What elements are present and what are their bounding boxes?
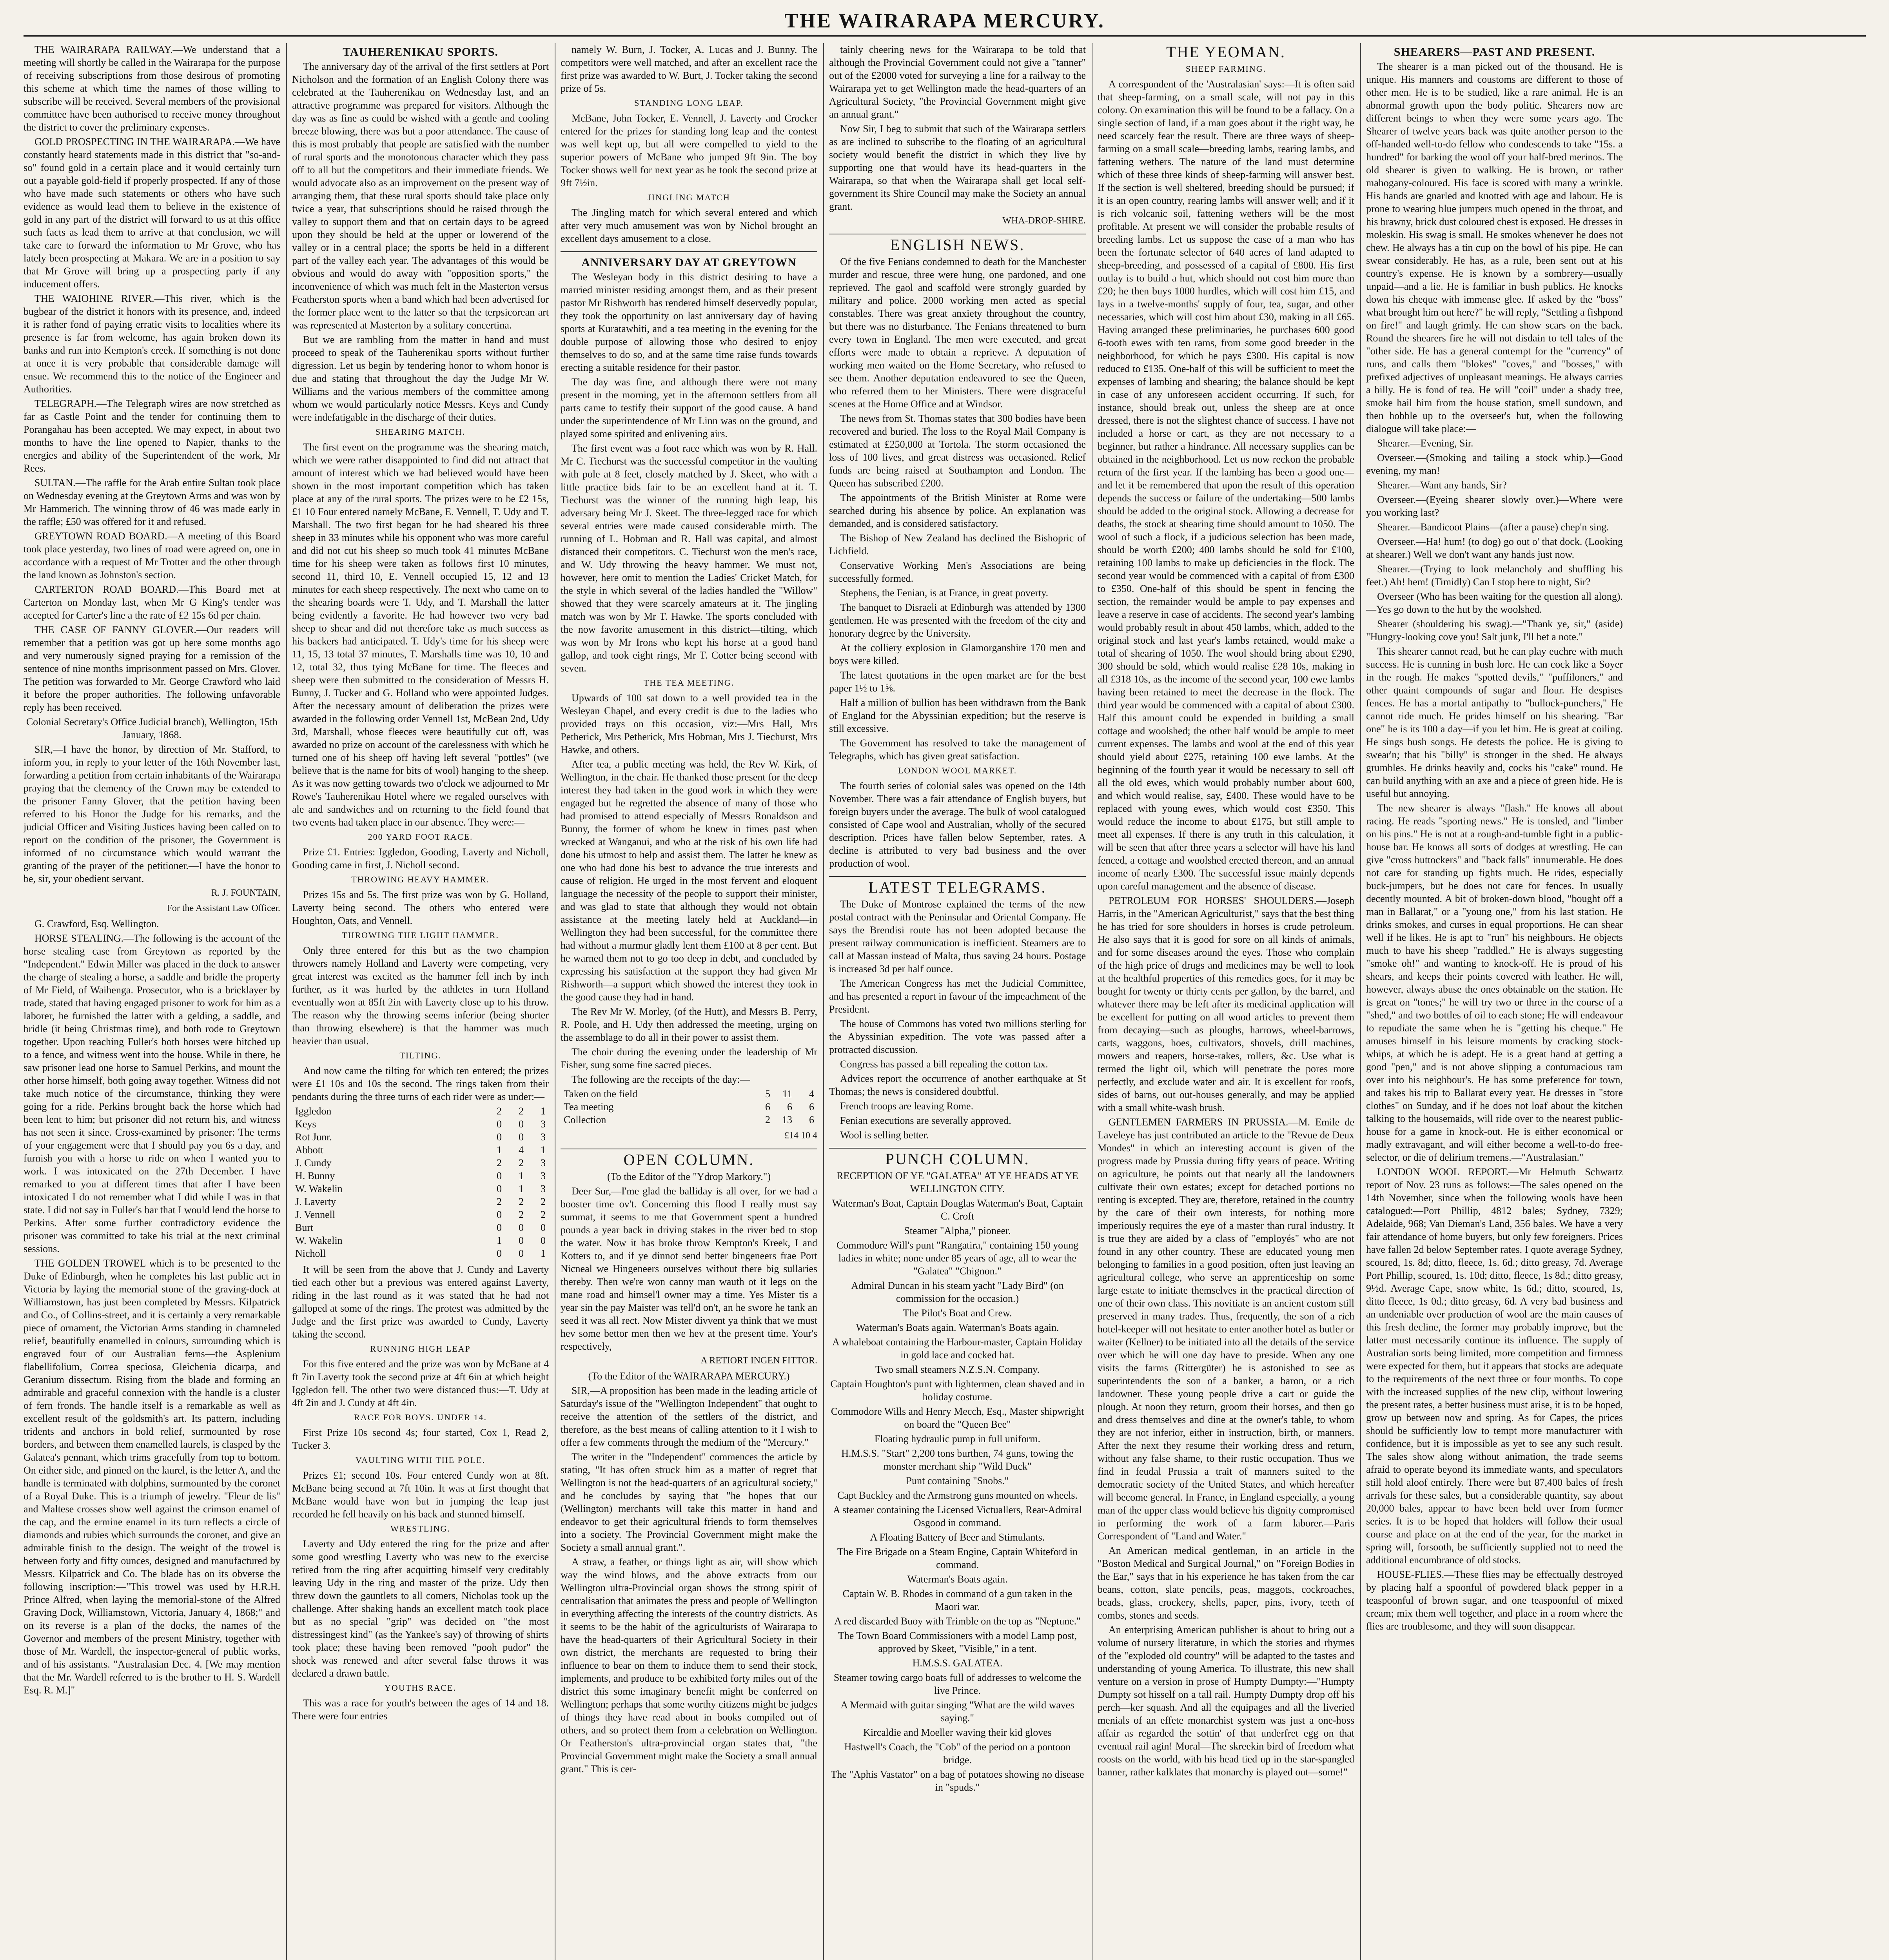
list-item: A steamer containing the Licensed Victuallers, Rear-Admiral Osgood in command. (833, 1504, 1082, 1528)
paragraph: At the colliery explosion in Glamorganshire 170 men and boys were killed. (829, 642, 1086, 666)
rings-taken: 3 (541, 1157, 546, 1169)
rider-name: Burt (295, 1222, 314, 1233)
paragraph: The first event on the programme was the shearing match, which we were rather disappointed to find did not attract that amount of interest which we had believed would have been shown in the most important competition which has taken place at any of the rural sports. The prizes were to be £2 15s, £1 10 Four entered namely McBane, E. Vennell, T. Udy and T. Marshall. The two first began for he had sheared his three sheep in 33 minutes while his opponent who was more careful and did not cut his sheep so much took 41 minutes McBane time for his sheep were taken as follows first 10 minutes, second 11, third 10, E. Vennell occupied 15, 12 and 13 minutes for each sheep respectively. The next who came on to the shearing boards were T. Udy, and T. Marshall the latter being evidently a favorite. He had however two very bad sheep to shear and did not therefore take as much success as his backers had anticipated. T. Udy's time for his sheep were 11, 15, 13 total 37 minutes, T. Marshalls time was 10, 10 and 12, total 32, thus tying McBane for time. The fleeces and sheep were then submitted to the consideration of Messrs H. Bunny, J. Tucker and G. Holland who were appointed Judges. After the necessary amount of deliberation the prizes were awarded in the following order Vennell 1st, McBean 2nd, Udy 3rd, Marshall, whose fleeces were beautifully cut off, was awarded no prize on account of the carelessness with which he turned one of his sheep off having left several "pottles" (we believe that is the name for bits of wool) hanging to the sheep. As it was now getting towards two o'clock we adjourned to Mr Rowe's Tauherenikau Hotel where we regaled ourselves with ale and sandwiches and on returning to the field found that two events had taken place in our absence. They were:— (292, 441, 549, 828)
dialogue-line: Overseer.—Ha! hum! (to dog) go out o' that dock. (Looking at shearer.) Well we don't want any hands just now. (1366, 536, 1623, 560)
paragraph: Half a million of bullion has been withdrawn from the Bank of England for the Abyssinian expedition; but the reserve is still excessive. (829, 697, 1086, 734)
list-item: Commodore Wills and Henry Mecch, Esq., Master shipwright on board the "Queen Bee" (831, 1406, 1084, 1430)
list-item: Waterman's Boat, Captain Douglas Waterman's Boat, Captain C. Croft (832, 1198, 1083, 1222)
rings-taken: 1 (541, 1105, 546, 1117)
paragraph: Stephens, the Fenian, is at France, in great poverty. (840, 587, 1049, 599)
procession-list (829, 1197, 1086, 1794)
event-heading: YOUTHS RACE. (385, 1683, 456, 1693)
section-heading: TAUHERENIKAU SPORTS. (343, 45, 498, 58)
paragraph: The banquet to Disraeli at Edinburgh was attended by 1300 gentlemen. He was presented with the freedom of the city and honorary degree by the University. (829, 602, 1086, 639)
receipt-amount: 2 (765, 1114, 770, 1125)
paragraph: The choir during the evening under the leadership of Mr Fisher, sung some fine sacred pieces. (561, 1046, 817, 1071)
rider-name: H. Bunny (295, 1170, 335, 1181)
list-item: H.M.S.S. "Start" 2,200 tons burthen, 74 guns, towing the monster merchant ship "Wild Duck" (841, 1448, 1074, 1472)
paragraph: PETROLEUM FOR HORSES' SHOULDERS.—Joseph Harris, in the "American Agriculturist," says that the best thing he has tried for sore shoulders in horses is crude petroleum. He also says that it is good for sore on all kinds of animals, and for some diseases around the eyes. Those who complain of the high price of drugs and medicines may be well to look at the healthful properties of this remedies goes, for it may be bought for twenty or thirty cents per gallon, by the barrel, and whatever there may be left after its medicinal application will be excellent for putting on all wood articles to prevent them from decaying—such as ploughs, harrows, wheel-barrows, carts, waggons, hoes, cultivators, shovels, drill machines, mowers and reapers, horse-rakes, rollers, &c. Use what is termed the light oil, which will penetrate the pores more perfectly, and exclude water and air. It is excellent for roofs, sides of barns, out out-houses generally, and may be applied with a small white-wash brush. (1098, 895, 1354, 1113)
event-heading: TILTING. (399, 1051, 441, 1060)
rings-taken: 1 (497, 1235, 502, 1246)
section-rule (829, 1148, 1086, 1149)
receipt-amount: 6 (809, 1114, 814, 1125)
subsection-heading: SHEEP FARMING. (1185, 64, 1267, 74)
paragraph: McBane, John Tocker, E. Vennell, J. Laverty and Crocker entered for the prizes for standing long leap and the contest was well kept up, but all were compelled to yield to the superior powers of McBane who jumped 9ft 9in. The boy Tocker shows well for next year as he took the second prize at 9ft 7½in. (561, 113, 817, 189)
receipt-amount: 6 (787, 1101, 792, 1112)
letter-body: SIR,—I have the honor, by direction of Mr. Stafford, to inform you, in reply to your letter of the 16th November last, forwarding a petition from certain inhabitants of the Wairarapa praying that the clemency of the Crown may be extended to the prisoner Fanny Glover, that the petition having been referred to his Honor the Judge for his remarks, and the judicial Officer and Visiting Justices having been called on to report on the condition of the prisoner, the Government is informed of no circumstance which would warrant the granting of the prayer of the petitioner.—I have the honor to be, sir, your obedient servant. (24, 744, 280, 884)
table-row (292, 1118, 549, 1131)
receipt-label: Tea meeting (564, 1101, 614, 1112)
paragraph: Now Sir, I beg to submit that such of the Wairarapa settlers as are inclined to subscribe to the floating of an agricultural society would benefit the district in which they live by supporting one that would have its head-quarters in the Wairarapa, so that when the Wairarapa shall get local self-government its Shire Council may make the Society an annual grant. (829, 123, 1086, 212)
rider-name: J. Laverty (295, 1196, 336, 1207)
paragraph: A straw, a feather, or things light as air, will show which way the wind blows, and the above extracts from our Wellington ultra-Provincial organ shows the strong spirit of centralisation that animates the press and people of Wellington in everything affecting the interests of the country districts. As it seems to be the habit of the agriculturists of Wairarapa to have the head-quarters of their Agricultural Society in their own district, the merchants are requested to bring their influence to bear on them to induce them to send their stock, implements, and produce to be exhibited forty miles out of the district this some imaginary benefit might be conferred on Wellington; perhaps that some worthy citizens might be judges of things they have read about in books compiled out of others, and so protect them from a celebration on Wellington. Or Featherston's ultra-provincial organ states that, "the Provincial Government might make the Society a small annual grant." This is cer- (561, 1556, 817, 1775)
paragraph: SIR,—A proposition has been made in the leading article of Saturday's issue of the "Wellington Independent" that ought to receive the attention of the settlers of the district, and therefore, as the best means of calling attention to it I wish to offer a few comments through the medium of the "Mercury." (561, 1385, 817, 1448)
receipt-amount: 5 (765, 1088, 770, 1100)
rings-taken: 1 (541, 1144, 546, 1156)
paragraph: An American medical gentleman, in an article in the "Boston Medical and Surgical Journal," on "Foreign Bodies in the Ear," says that in his experience he has taken from the car beans, cotton, slate pencils, peas, maggots, cockroaches, beads, glass, crockery, shells, paper, pins, ivory, teeth of combs, stones and seeds. (1098, 1545, 1354, 1621)
letter-signature: WHA-DROP-SHIRE. (1002, 216, 1086, 226)
paragraph: But we are rambling from the matter in hand and must proceed to speak of the Tauherenikau sports without further digression. Let us begin by tendering honor to whom honor is due and stating that throughout the day the Judge Mr W. Williams and the various members of the committee among whom we would particularly notice Messrs. Keys and Cundy were indefatigable in the discharge of their duties. (292, 334, 549, 423)
section-heading-english-news: ENGLISH NEWS. (890, 236, 1025, 254)
list-item: Punt containing "Snobs." (906, 1475, 1009, 1486)
event-heading: THE TEA MEETING. (643, 678, 735, 688)
rings-taken: 2 (519, 1209, 524, 1220)
rings-taken: 2 (541, 1196, 546, 1207)
rings-taken: 1 (497, 1144, 502, 1156)
list-item: The Fire Brigade on a Steam Engine, Captain Whiteford in command. (837, 1546, 1078, 1570)
column-5 (1098, 43, 1354, 1960)
rings-taken: 0 (497, 1118, 502, 1130)
paragraph: This shearer cannot read, but he can play euchre with much success. He is cunning in bush lore. He can cock like a Soyer in the rough. He makes "spotted devils," "puffiloners," and other quaint compounds of sugar and flour. He despises fences. He has a mortal antipathy to "bullock-punchers," He cannot ride much. He prides himself on his shearing. "Bar one" he is its 100 a day—if you let him. He is great at coiling. He sings bush songs. He detests the police. He is giving to swear'n; that his "billy" is stronger in the shed. He always grumbles. He drinks heavily and, cocks his "cake" round. He can build anything with an axe and a piece of green hide. He is useful but annoying. (1366, 646, 1623, 799)
rider-name: W. Wakelin (295, 1183, 343, 1194)
list-item: Steamer towing cargo boats full of addresses to welcome the live Prince. (833, 1672, 1082, 1696)
paragraph: The Duke of Montrose explained the terms of the new postal contract with the Peninsular and Oriental Company. He says the Brendisi route has not been adopted because the present railway communication is inefficient. Steamers are to call at Massan instead of Malta, thus saving 24 hours. Postage is increased 3d per half ounce. (829, 898, 1086, 975)
article-sultan: SULTAN.—The raffle for the Arab entire Sultan took place on Wednesday evening at the Greytown Arms and was won by Mr Hammerich. The winning throw of 46 was made early in the raffle; £50 was offered for it and refused. (24, 477, 280, 527)
receipt-label: Taken on the field (564, 1088, 638, 1100)
rider-name: Iggledon (295, 1105, 332, 1117)
paragraph: First Prize 10s second 4s; four started, Cox 1, Read 2, Tucker 3. (292, 1427, 549, 1451)
table-row (292, 1105, 549, 1118)
paragraph: Wool is selling better. (840, 1129, 929, 1141)
rings-taken: 2 (497, 1157, 502, 1169)
rings-taken: 0 (519, 1222, 524, 1233)
paragraph: After tea, a public meeting was held, the Rev W. Kirk, of Wellington, in the chair. He thanked those present for the deep interest they had taken in the good work in which they were engaged but he regretted the absence of many of those who had promised to attend especially of Messrs Ronaldson and Bunny, the former of whom he knew in times past when wrecked at Wanganui, and who at the risk of his own life had done his utmost to help and assist them. The latter he knew as one who had done his best to advance the true interests and cause of religion. He urged in the most fervent and eloquent language the necessity of the people to support their minister, and was glad to state that although they would not obtain assistance at the meeting lately held at Auckland—in Wellington they had been successful, for the committee there had without a murmur gladly lent them £100 at 8 per cent. But he warned them not to go too deep in debt, and concluded by expressing his satisfaction at the support they had given Mr Rishworth—a support which showed the interest they took in the good cause they had in hand. (561, 759, 817, 1003)
list-item: The "Aphis Vastator" on a bag of potatoes showing no disease in "spuds." (831, 1769, 1084, 1793)
column-divider (823, 43, 824, 1960)
event-heading: THROWING HEAVY HAMMER. (351, 875, 490, 884)
paragraph: The house of Commons has voted two millions sterling for the Abyssinian expedition. The vote was passed after a protracted discussion. (829, 1018, 1086, 1055)
paragraph: And now came the tilting for which ten entered; the prizes were £1 10s and 10s the second. The rings taken from their pendants during the three turns of each rider were as under:— (292, 1065, 549, 1102)
table-row (292, 1234, 549, 1247)
column-divider (1360, 43, 1361, 1960)
paragraph: HOUSE-FLIES.—These flies may be effectually destroyed by placing half a spoonful of powdered black pepper in a teaspoonful of brown sugar, and one teaspoonful of mixed cream; mix them well together, and place in a room where the flies are troublesome, and they will soon disappear. (1366, 1569, 1623, 1632)
newspaper-page (24, 8, 1866, 1960)
letter-to-editor: (To the Editor of the "Ydrop Markory.") (607, 1171, 771, 1182)
table-row (292, 1195, 549, 1208)
receipt-amount: 6 (809, 1101, 814, 1112)
list-item: Admiral Duncan in his steam yacht "Lady Bird" (on commission for the occasion.) (851, 1280, 1064, 1304)
section-heading-yeoman: THE YEOMAN. (1166, 43, 1286, 61)
paragraph: French troops are leaving Rome. (840, 1100, 974, 1112)
list-item: Capt Buckley and the Armstrong guns mounted on wheels. (837, 1490, 1078, 1501)
paragraph: Fenian executions are severally approved. (840, 1115, 1011, 1126)
paragraph: The Bishop of New Zealand has declined the Bishopric of Lichfield. (829, 532, 1086, 557)
article-waiohine-river: THE WAIOHINE RIVER.—This river, which is the bugbear of the district it honors with its presence, and, indeed it is rather fond of paying erratic visits to localities where its presence is far from welcome, has again broken down its banks and run into Kempton's creek. If something is not done at once it is very probable that considerable damage will ensue. We recommend this to the notice of the Engineer and Authorities. (24, 293, 280, 395)
dialogue-line: Shearer.—Want any hands, Sir? (1377, 479, 1507, 491)
table-row (292, 1221, 549, 1234)
table-row (292, 1131, 549, 1143)
paragraph: The Wesleyan body in this district desiring to have a married minister residing amongst them, and as their present pastor Mr Rishworth has rendered himself deservedly popular, they took the opportunity on last anniversary day of having sports at Kuratawhiti, and a tea meeting in the evening for the double purpose of allowing those who desired to enjoy themselves to do so, and at the same time raise funds towards erecting a suitable residence for their pastor. (561, 271, 817, 373)
masthead (24, 8, 1866, 37)
table-row (292, 1208, 549, 1221)
paragraph: The Jingling match for which several entered and which after very much amusement was won by Nichol brought an excellent days amusement to a close. (561, 207, 817, 244)
paragraph: The following are the receipts of the day:— (572, 1074, 750, 1085)
paragraph: Advices report the occurrence of another earthquake at St Thomas; the news is considered doubtful. (829, 1073, 1086, 1097)
event-heading: STANDING LONG LEAP. (634, 98, 744, 108)
paragraph: The writer in the "Independent" commences the article by stating, "It has often struck him as a matter of regret that Wellington is not the head-quarters of an agricultural society," and he concludes by saying that "he hopes that our (Wellington) merchants will take this matter in hand and endeavor to get their agricultural friends to form themselves into a society. The Provincial Government might make the Society a small annual grant.". (561, 1451, 817, 1553)
rings-taken: 0 (519, 1248, 524, 1259)
article-carterton-road-board: CARTERTON ROAD BOARD.—This Board met at Carterton on Monday last, when Mr G King's tender was accepted for Carter's line a the rate of £2 15s 6d per chain. (24, 584, 280, 621)
rings-taken: 3 (541, 1183, 546, 1194)
rider-name: W. Wakelin (295, 1235, 343, 1246)
rings-taken: 2 (519, 1196, 524, 1207)
article-railway: THE WAIRARAPA RAILWAY.—We understand that a meeting will shortly be called in the Wairarapa for the purpose of receiving subscriptions from those desirous of promoting this scheme at which time the names of those willing to subscribe will be received. Several members of the provisional committee have been authorised to receive money throughout the district to cover the preliminary expenses. (24, 44, 280, 133)
paragraph: For this five entered and the prize was won by McBane at 4 ft 7in Laverty took the second prize at 4ft 6in at which height Iggledon fell. The other two were distanced thus:—T. Udy at 4ft 2in and J. Cundy at 4ft 4in. (292, 1358, 549, 1408)
paragraph: GENTLEMEN FARMERS IN PRUSSIA.—M. Emile de Laveleye has just contributed an article to the "Revue de Deux Mondes" in which an interesting account is given of the progress made by Prussia during fifty years of peace. Writing on agriculture, he points out that nearly all the landowners cultivate their own estates; except for detached portions no renting is excepted. They are, therefore, retained in the country by the care of their own interests, for nothing more imperiously requires the eye of a master than rural industry. It is true they are aided by a class of "employés" who are not found in any other country. These are educated young men belonging to families in a good position, often just leaving an agricultural college, who serve an apprenticeship on some large estate to initiate themselves in the practical direction of one of their own class. This novitiate is an ancient custom still preserved in many trades. Thus, frequently, the son of a rich hotel-keeper will not hesitate to enter another hotel as butler or waiter (Kellner) to be initiated into all the details of the service over which he will one day have to preside. When any one visits the farms (Rittergüter) he is astonished to see as superintendents the son of a banker, a baron, or a rich landowner. These young people drive a cart or guide the plough. At noon they return, groom their horses, and then go and dress themselves and dine at the owner's table, to whom they are not inferior, either in instruction, birth, or manners. After the next they resume their working dress and return, without any false shame, to their rustic occupation. Thus we find in feudal Prussia a trait of manners suited to the democratic society of the United States, and which hereafter will become general. In France, in England especially, a young man of the upper class would believe his dignity compromised in performing the work of a farm laborer.—Paris Correspondent of "Land and Water." (1098, 1116, 1354, 1542)
paragraph: The day was fine, and although there were not many present in the morning, yet in the afternoon settlers from all parts came to testify their support of the good cause. A band under the superintendence of Mr Linn was on the ground, and played some spirited and enlivening airs. (561, 376, 817, 439)
list-item: Commodore Will's punt "Rangatira," containing 150 young ladies in white; none under 85 years of age, all to wear the "Galatea" "Chignon." (836, 1240, 1079, 1277)
rider-name: Rot Junr. (295, 1131, 332, 1143)
paragraph: Prizes £1; second 10s. Four entered Cundy won at 8ft. McBane being second at 7ft 10in. It was at first thought that McBane would have won but in jumping the leap just recorded he fell heavily on his back and stunned himself. (292, 1470, 549, 1520)
list-item: Waterman's Boats again. Waterman's Boats again. (856, 1322, 1059, 1333)
rings-taken: 0 (519, 1131, 524, 1143)
paragraph: The fourth series of colonial sales was opened on the 14th November. There was a fair attendance of English buyers, but foreign buyers under the average. The bulk of wool catalogued consisted of Cape wool and Australian, wholly of the secured description. Prices have fallen below September, rates. A decline is attributed to very bad business and the over production of wool. (829, 780, 1086, 869)
article-gold-prospecting: GOLD PROSPECTING IN THE WAIRARAPA.—We have constantly heard statements made in this district that "so-and-so" found gold in a certain place and it would certainly turn out a payable gold-field if properly prospected. If any of those who have made such statements or others who have such evidence as would lead them to believe in the existence of gold in any part of the district will forward to us at this office such facts as lead them to arrive at that conclusion, we will take care to forward the information to Mr Grove, who has lately been prospecting at Makara. We are in a position to say that Mr Grove will bring up a prospecting party if any inducement offers. (24, 136, 280, 290)
receipts-total: £14 10 4 (784, 1131, 817, 1141)
paragraph: Conservative Working Men's Associations are being successfully formed. (829, 560, 1086, 584)
rider-name: Keys (295, 1118, 316, 1130)
paragraph: This was a race for youth's between the ages of 14 and 18. There were four entries (292, 1697, 549, 1722)
article-horse-stealing: HORSE STEALING.—The following is the account of the horse stealing case from Greytown as reported by the "Independent." Edwin Miller was placed in the dock to answer the charge of stealing a horse, a saddle and bridle the property of Mr Field, of Waihenga. Prosecutor, who is a bricklayer by trade, stated that having engaged prisoner to work for him as a laborer, he furnished the latter with a gelding, a saddle, and bridle (it being Christmas time), and both rode to Greytown together. Upon reaching Fuller's both horses were hitched up to a fence, and witness went into the house. While in there, he saw prisoner lead one horse to Samuel Perkins, and mount the other horse himself, both going away together. Witness did not take much notice of the circumstance, thinking they were going for a ride. Perkins brought back the horse which had been lent to him; but prisoner did not return his, and witness has not seen it since. Cross-examined by prisoner: The terms of your engagement were that I should pay you 6s a day, and furnish you with a horse to ride on when I wanted you to work. I was intoxicated on the 27th December. I have remarked to you at different times that after I have been intoxicated I do not remember what I did while I was in that state. I did not say in Fuller's bar that I would lend the horse to Perkins. After some further contradictory evidence the prisoner was committed to take his trial at the next criminal sessions. (24, 933, 280, 1254)
paragraph: Deer Sur,—I'me glad the balliday is all over, for we had a booster time ov't. Concerning this flood I really must say summat, it seems to me that Government spent a hundred pounds a year back in driving stakes in the river bed to stop the water. Now it has broke throw Kempton's Kreek, I and Kotters to, and if ye dinnot send better bingeneers frae Port Nicneal we Hingeneers ourselves without there big sullaries thereby. Then we're won canny man wauth ot it legs on the mane road and himsel'l owner may a time. Yes Mister tis a year sin the pay Maister was tell'd on't, an he swore he tank an seed it was all rect. Now Mister divvent ya think that we must hev some bettor men then we hev at the present time. Your's respectively, (561, 1185, 817, 1352)
rings-taken: 0 (497, 1209, 502, 1220)
column-6 (1366, 43, 1623, 1960)
receipt-amount: 13 (782, 1114, 792, 1125)
list-item: H.M.S.S. GALATEA. (912, 1657, 1003, 1669)
column-3 (561, 43, 817, 1960)
paragraph: An enterprising American publisher is about to bring out a volume of nursery literature, in which the stories and rhymes of the "exploded old country" will be adapted to the tastes and understanding of young America. To illustrate, this new shall venture on a version in prose of Humpty Dumpty:—"Humpty Dumpty sot hisself on a tall rail. Humpty Dumpty drop off his perch—ker squash. And all the equipages and all the liveried menials of an effete monarchist system was just a one-hoss affair as regarded the sottin' of that underfret egg on that eventual rail agin! Moral—The skreekin bird of freedom what roosts on the world, with his head tied up in the star-spangled banner, rather kalklates that monarchy is played out—some!" (1098, 1624, 1354, 1778)
rings-taken: 0 (541, 1222, 546, 1233)
paragraph: The news from St. Thomas states that 300 bodies have been recovered and buried. The loss to the Royal Mail Company is estimated at £250,000 at Tortola. The storm occasioned the loss of 100 lives, and great distress was occasioned. Relief funds are being raised at Southampton and London. The Queen has subscribed £200. (829, 413, 1086, 489)
rings-taken: 2 (497, 1196, 502, 1207)
letter-dateline: Colonial Secretary's Office Judicial branch), Wellington, 15th January, 1868. (26, 716, 278, 740)
dialogue-line: Shearer.—(Trying to look melancholy and shuffling his feet.) Ah! hem! (Timidly) Can I stop here to night, Sir? (1366, 563, 1623, 588)
table-row (292, 1247, 549, 1260)
paragraph: Congress has passed a bill repealing the cotton tax. (840, 1058, 1048, 1070)
paragraph: The American Congress has met the Judicial Committee, and has presented a report in favour of the impeachment of the President. (829, 978, 1086, 1015)
rider-name: Nicholl (295, 1248, 326, 1259)
paragraph: The first event was a foot race which was won by R. Hall. Mr C. Tiechurst was the successful competitor in the vaulting with pole at 8 feet, closely matched by J. Skeet, who with a little practice bids fair to be an excellent hand at it. T. Tiechurst was the winner of the running high leap, his adversary being Mr J. Skeet. The three-legged race for which several entries were made caused considerable mirth. The running of L. Hobman and R. Hall was capital, and almost distanced their competitors. C. Tiechurst won the men's race, and W. Udy throwing the heavy hammer. We must not, however, here omit to mention the Ladies' Cricket Match, for the style in which several of the ladies handled the "Willow" showed that they were scarcely amateurs at it. The jingling match was won by Mr T. Hawke. The sports concluded with the now favorite amusement in this district—tilting, which was won by Mr Irons who kept his horse at a good hand gallop, and took eight rings, Mr T. Cotter being second with seven. (561, 443, 817, 674)
rings-taken: 2 (497, 1105, 502, 1117)
list-item: A Floating Battery of Beer and Stimulants. (870, 1532, 1045, 1543)
list-item: Hastwell's Coach, the "Cob" of the period on a pontoon bridge. (844, 1741, 1071, 1766)
list-item: The Town Board Commissioners with a model Lamp post, approved by Skeet, "Visible," in a tent. (838, 1630, 1077, 1654)
list-item: A whaleboat containing the Harbour-master, Captain Holiday in gold lace and cocked hat. (832, 1336, 1083, 1361)
paragraph: Prize £1. Entries: Iggledon, Gooding, Laverty and Nicholl, Gooding came in first, J. Nicholl second. (292, 846, 549, 871)
dialogue-line: Overseer.—(Eyeing shearer slowly over.)—Where were you working last? (1366, 494, 1623, 518)
rings-taken: 0 (519, 1118, 524, 1130)
receipt-amount: 11 (782, 1088, 792, 1100)
rings-taken: 0 (519, 1235, 524, 1246)
dialogue-line: Overseer (Who has been waiting for the question all along).—Yes go down to the hut by the woolshed. (1366, 591, 1623, 615)
table-row (292, 1143, 549, 1156)
rider-name: J. Vennell (295, 1209, 336, 1220)
table-row (292, 1169, 549, 1182)
rings-taken: 3 (541, 1131, 546, 1143)
event-heading: LONDON WOOL MARKET. (898, 766, 1017, 775)
list-item: Waterman's Boats again. (907, 1573, 1008, 1585)
list-item: A red discarded Buoy with Trimble on the top as "Neptune." (834, 1615, 1081, 1627)
paragraph: tainly cheering news for the Wairarapa to be told that although the Provincial Government could not give a "tanner" out of the £2000 voted for surveying a line for a railway to the Wairarapa yet to get Wellington made the head-quarters of an Agricultural Society, "the Provincial Government might give an annual grant." (829, 44, 1086, 120)
letter-signature: R. J. FOUNTAIN, (211, 888, 280, 898)
list-item: A Mermaid with guitar singing "What are the wild waves saying." (840, 1699, 1074, 1724)
section-heading-open-column: OPEN COLUMN. (623, 1151, 755, 1169)
rider-name: J. Cundy (295, 1157, 332, 1169)
paragraph: The shearer is a man picked out of the thousand. He is unique. His manners and coustoms are different to those of other men. He is to be studied, like a rare animal. He is an abnormal growth upon the body politic. Shearers now are different beings to when they were some years ago. The Shearer of twelve years back was quite another person to the off-handed well-to-do fellow who condescends to take "15s. a hundred" for barking the wool off your half-bred merinos. The old shearer is given to walking. He is brown, or rather mahogany-coloured. His face is scored with many a wrinkle. His hands are gnarled and knotted with age and labour. He is prone to wearing blue jumpers much opened in the throat, and his brawny, brick dust coloured chest is exposed. He dresses in moleskin. His swag is small. He smokes whenever he does not chew. He always has a tin cup on the bowl of his pipe. He can swear considerably. He has, as a rule, been sent out at his country's expense. He is known by a sombrery—usually unpaid—and a lie. He is familiar in bush publics. He knocks down his cheque with immense glee. If asked by the "boss" what brought him out here?" he will reply, "Settling a fishpond on fire!" and laugh grimly. He can show scars on the back. Round the shearers fire he will not disdain to tell tales of the "other side. He has a general contempt for the "currency" of runs, and calls them "blokes" "coves," and "bosses," with prefixed adjectives of unpleasant meanings. He always carries a billy. He is fond of tea. He will "coil" under a shady tree, smoke hail him from the house station, smell sundown, and then hobble up to the overseer's hut, when the following dialogue will take place:— (1366, 61, 1623, 434)
rings-taken: 2 (519, 1105, 524, 1117)
article-greytown-road-board: GREYTOWN ROAD BOARD.—A meeting of this Board took place yesterday, two lines of road were agreed on, one in accordance with a request of Mr Trotter and the other through the land known as Johnston's section. (24, 530, 280, 581)
list-item: The Pilot's Boat and Crew. (903, 1307, 1012, 1319)
article-fanny-glover: THE CASE OF FANNY GLOVER.—Our readers will remember that a petition was got up here some months ago and very numerously signed praying for a remission of the sentence of nine months imprisonment passed on Mrs. Glover. The petition was forwarded to Mr. George Crawford who laid it before the proper authorities. The following unfavorable reply has been received. (24, 624, 280, 713)
letter-addressee: G. Crawford, Esq. Wellington. (34, 918, 159, 929)
column-1 (24, 43, 280, 1960)
paragraph: Prizes 15s and 5s. The first prize was won by G. Holland, Laverty being second. The others who entered were Houghton, Oats, and Vennell. (292, 889, 549, 926)
paragraph: The Rev Mr W. Morley, (of the Hutt), and Messrs B. Perry, R. Poole, and H. Udy then addressed the meeting, urging on the assemblage to do all in their power to assist them. (561, 1006, 817, 1043)
event-heading: RACE FOR BOYS. UNDER 14. (354, 1412, 487, 1422)
list-item: Steamer "Alpha," pioneer. (904, 1225, 1011, 1236)
letter-signature: A RETIORT INGEN FITTOR. (700, 1356, 817, 1366)
paragraph: Of the five Fenians condemned to death for the Manchester murder and rescue, three were hung, one pardoned, and one reprieved. The gaol and scaffold were strongly guarded by military and police. 2000 working men acted as special constables. There was great anxiety throughout the country, but there was no disturbance. The Fenians threatened to burn every town in England. The men were executed, and great efforts were made to obtain a reprieve. A deputation of working men waited on the Home Secretary, who refused to see them. Another deputation endeavored to see the Queen, who referred them to her Ministers. There were disgraceful scenes at the Home Office and at Windsor. (829, 256, 1086, 410)
paragraph: namely W. Burn, J. Tocker, A. Lucas and J. Bunny. The competitors were well matched, and after an excellent race the first prize was awarded to W. Burt, J. Tocker taking the second prize of 5s. (561, 44, 817, 94)
rings-taken: 1 (519, 1170, 524, 1181)
rings-taken: 0 (541, 1235, 546, 1246)
receipts-table (561, 1087, 817, 1126)
paragraph: The new shearer is always "flash." He knows all about racing. He reads "sporting news." He is tonsled, and "limber on his pins." He is not at a rough-and-tumble fight in a public-house bar. He knows all sorts of dodges at wrestling. He can give "cross buttockers" and "back falls" innumerable. He does not care for standing up fights much. He rides, especially buck-jumpers, but he does not care for fences. In usually decently mounted. A bit of broken-down blood, "bought off a man in Ballarat," or a "young one," from his last station. He drinks smokes, and curses in equal proportions. He can shear well if he likes. He is apt to "run" his neighbours. He objects much to have his sheep "raddled." He is always suggesting "smoke oh!" and wanting to knock-off. He is proud of his shears, and keeps their points covered with leather. He will, however, always abuse the ones obtainable on the station. He is great on "tones;" he will try two or three in the course of a "shed," and two bottles of oil to each stone; He will endeavour to repudiate the same when he is "getting his cheque." He amuses himself in his leisure moments by cracking stock-whips, at which he is adept. He is a great hand at getting a good "pen," and is not above slipping a contumacious ram over into his neighbour's. He has some preference for town, and takes his trip to Ballarat every year. He dresses in "store clothes" on Sunday, and if he does not loaf about the kitchen talking to the housemaids, will ride over to the nearest public-house for a game in knock-out. He is either economical or madly extravagant, and will either become a well-to-do free-selector, or die of delirium tremens.—"Australasian." (1366, 802, 1623, 1163)
receipt-amount: 4 (809, 1088, 814, 1100)
list-item: Floating hydraulic pump in full uniform. (874, 1433, 1041, 1445)
event-heading: JINGLING MATCH (648, 192, 730, 202)
rings-taken: 0 (497, 1170, 502, 1181)
event-heading: SHEARING MATCH. (375, 427, 466, 437)
event-heading: THROWING THE LIGHT HAMMER. (342, 930, 499, 940)
section-heading: SHEARERS—PAST AND PRESENT. (1394, 45, 1595, 58)
paragraph: The Government has resolved to take the management of Telegraphs, which has given great satisfaction. (829, 737, 1086, 762)
table-row (292, 1156, 549, 1169)
rings-taken: 0 (497, 1131, 502, 1143)
paragraph: The anniversary day of the arrival of the first settlers at Port Nicholson and the formation of an English Colony there was celebrated at the Tauherenikau on Wednesday last, and an attractive programme was prepared for visitors. Although the day was as fine as could be wished with a gentle and cooling breeze blowing, there was but a poor attendance. The cause of this is most probably that people are satisfied with the number of rural sports and the monotonous character which they pass off to all but the competitors and their immediate friends. We would advocate also as an improvement on the present way of arranging them, that these rural sports should take place only twice a year, that subscriptions should be raised through the valley to support them and that on certain days to be agreed upon they should be held at the upper or lowerend of the valley or in a central place; the sports be held in a different part of the valley each year. The advantages of this would be obvious and would do away with "opposition sports," the inconvenience of which was much felt in the Masterton versus Featherston sports when a band which had been advertised for the former place went to the latter so that the terpsicorean art was represented at Masterton by a solitary concertina. (292, 61, 549, 331)
rings-taken: 3 (541, 1118, 546, 1130)
list-item: Captain Houghton's punt with lightermen, clean shaved and in holiday costume. (830, 1378, 1085, 1403)
section-heading-latest-telegrams: LATEST TELEGRAMS. (868, 878, 1047, 896)
dialogue-line: Shearer (shouldering his swag).—"Thank ye, sir," (aside) "Hungry-looking cove you! Salt junk, I'll bet a note." (1366, 618, 1623, 642)
rings-taken: 4 (519, 1144, 524, 1156)
paragraph: LONDON WOOL REPORT.—Mr Helmuth Schwartz report of Nov. 23 runs as follows:—The sales opened on the 14th November, since when the following wools have been catalogued:—Port Phillip, 4812 bales; Sydney, 7329; Adelaide, 968; Van Dieman's Land, 356 bales. We have a very fair attendance of home buyers, but only few foreigners. Prices have fallen 2d below September rates. I quote average Sydney, scoured, 1s. 8d; ditto, fleece, 1s. 6d.; ditto greasy, 7d. Average Port Phillip, scoured, 1s. 10d; ditto, fleece, 1s 8d.; ditto greasy, 9½d. Average Cape, snow white, 1s 6d.; ditto, scoured, 1s, ditto fleece, 1s 0d.; ditto greasy, 6d. A very bad business and an undeniable over production of wool are the main causes of this fresh decline, the former may probably improve, but the latter must necessarily continue its influence. The supply of Australian sorts being limited, more competition and firmness were expected for them, but it appears that stocks are adequate to the requirements of the next three or four months. To cope with the increased supplies of the new clip, without lowering the present rates, a better business must arise, it is to be hoped, grow up between now and spring. As for Capes, the prices should be sufficiently low to tempt more manufacturer with confidence, but it is impossible as yet to see any such result. The sales show along without animation, the trade seems afraid to operate beyond its immediate wants, and speculators still hold aloof entirely. There were but 87,400 bales of fresh arrivals for these sales, but a considerable quantity, say about 20,000 bales, appear to have been held over from former series. It is to be hoped that holders will follow their usual course and place on at the end of the year, for the market in spring will, forsooth, be sufficiently supplied not to need the additional encumbrance of old stocks. (1366, 1166, 1623, 1566)
table-row (292, 1182, 549, 1195)
letter-to-editor: (To the Editor of the WAIRARAPA MERCURY.) (588, 1370, 790, 1382)
paragraph: Laverty and Udy entered the ring for the prize and after some good wrestling Laverty who was new to the exercise retired from the ring after acquitting himself very creditably leaving Udy in the ring and master of the prize. Udy then threw down the gauntlets to all comers, Nicholas took up the challenge. After shaking hands an excellent match took place but as no special "grip" was decided on "the most distressingest kind" (as the Yankee's say) of throwing of shirts took place; these having been removed "pooh pudor" the shock was renewed and after several false throws it was declared a drawn battle. (292, 1538, 549, 1679)
column-2 (292, 43, 549, 1960)
rings-taken: 2 (519, 1157, 524, 1169)
dialogue-line: Shearer.—Evening, Sir. (1377, 437, 1473, 449)
dialogue-line: Overseer.—(Smoking and tailing a stock whip.)—Good evening, my man! (1366, 452, 1623, 476)
section-heading-punch-column: PUNCH COLUMN. (885, 1150, 1030, 1168)
rider-name: Abbott (295, 1144, 324, 1156)
rings-taken: 0 (497, 1183, 502, 1194)
receipt-label: Collection (564, 1114, 606, 1125)
list-item: Two small steamers N.Z.S.N. Company. (875, 1364, 1040, 1375)
rings-taken: 0 (497, 1248, 502, 1259)
event-heading: VAULTING WITH THE POLE. (355, 1455, 486, 1465)
list-item: Kircaldie and Moeller waving their kid gloves (863, 1727, 1052, 1738)
column-4 (829, 43, 1086, 1960)
table-row (561, 1100, 817, 1113)
paragraph: A correspondent of the 'Australasian' says:—It is often said that sheep-farming, on a small scale, will not pay in this colony. On examination this will be found to be a fallacy. On a single section of land, if a man goes about it the right way, he need scarcely fear the result. There are three ways of sheep-farming on a small scale—breeding lambs, rearing lambs, and fattening wethers. The nature of the land must determine which of these three kinds of sheep-farming will answer best. If the section is well sheltered, breeding should be pursued; if it is an open country, rearing lambs will answer well; and if it is rich volcanic soil, fattening wethers will be the most profitable. At present we will consider the probable results of breeding lambs. Let us suppose the case of a man who has been the fortunate selector of 640 acres of land adapted to sheep-breeding, and possessed of a capital of £800. His first outlay is to build a hut, which should not cost him more than £20; he then buys 1000 hurdles, which will cost him £15, and lays in a twelve-months' supply of four, tea, sugar, and other necessaries, which will cost him about £30, making in all £65. Having arranged these preliminaries, he purchases 600 good 6-tooth ewes with ten rams, from some good breeder in the neighborhood, for which he pays £300. His capital is now reduced to £135. One-half of this will be sufficient to meet the expenses of lambing and shearing; the balance should be kept in case of any unforeseen accident occurring. If such, for instance, should break out, unless the sheep are at once dressed, there is not the slightest chance of success. I have not included a horse or cart, as they are not necessary to a beginner, but rather a hindrance. All necessary supplies can be obtained in the neighborhood. Let us now reckon the probable return of the first year. If the lambing has been a good one—and let it be remembered that upon the result of this operation depends the success or failure of the undertaking—500 lambs should be added to the original stock. Allowing a decrease for deaths, the stock at shearing time should amount to 1050. The wool of such a flock, if a judicious selection has been made, should be worth £200; 400 lambs should be sold for £100, retaining 100 lambs to make up deficiencies in the flock. The second year would be commenced with a capital of from £300 to £350. One-half of this should be spent in fencing the section, the remainder would be ample to pay expenses and leave a reserve in case of accidents. The second year's lambing would probably result in about 450 lambs, which, added to the original stock and last year's lambs retained, would make a total of shearing of 1050. The wool should bring about £290, 300 should be sold, which would realise £28 10s, making in all £318 10s, as the income of the second year, 100 ewe lambs having been retained to meet the decrease in the flock. The third year would be commenced with a capital of about £300. Half this amount could be expended in building a small cottage and woolshed; the other half would be ample to meet current expenses. The lambs and wool at the end of this year should yield about £275, retaining 100 ewe lambs. At the beginning of the fourth year it would be necessary to sell off all the old ewes, which would probably number about 600, and which would realise, say, £400. These would have to be replaced with young ewes, which would cost £350. This would reduce the income to about £175, but still ample to meet all expenses. If there is any truth in this calculation, it will be seen that after three years a selector will have his land fenced, a cottage and woolshed erected thereon, and an annual income of nearly £300. The successful issue mainly depends upon careful management and the absence of disease. (1098, 78, 1354, 892)
section-rule (829, 876, 1086, 877)
rings-taken: 2 (541, 1209, 546, 1220)
table-row (561, 1087, 817, 1100)
letter-signature-title: For the Assistant Law Officer. (167, 903, 280, 913)
event-heading: 200 YARD FOOT RACE. (368, 832, 473, 842)
article-golden-trowel: THE GOLDEN TROWEL which is to be presented to the Duke of Edinburgh, when he completes his last public act in Victoria by laying the memorial stone of the graving-dock at Williamstown, has just been completed by Messrs. Kilpatrick and Co., of Collins-street, and it is certainly a very remarkable piece of ornament, the Victorian Arms standing in chamneled relief, beautifully enamelled in colours, surrounding which is engraved four of our Australian ferns—the Asplenium flabellifolium, Correa speciosa, Gleichenia dicarpa, and Geranium dissectum. Rising from the blade and forming an admirable and graceful connexion with the handle is a cluster of fern fronds. The handle itself is a remarkable as well as excellent result of the goldsmith's art. Its pattern, including tridents and anchors in bold relief, surmounted by rose borders, and between them enamelled laurels, is clasped by the Galatea's pennant, which trims gracefully from top to bottom. On either side, and pinned on the laurel, is the letter A, and the handle is terminated with dolphins, surmounted by the coronet of a Royal Duke. This is a triumph of jewelry. "Fleur de lis" and Maltese crosses show well against the crimson enamel of the cap, and the ermine enamel in its turn reflects a circle of diamonds and rubies which surrounds the coronet, and give an admirable finish to the design. The weight of the trowel is between forty and fifty ounces, designed and manufactured by Messrs. Kilpatrick and Co. The blade has on its obverse the following inscription:—"This trowel was used by H.R.H. Prince Alfred, when laying the memorial-stone of the Alfred Graving Dock, Williamstown, Victoria, January 4, 1868;" and on its reverse is a plan of the docks, the names of the Governor and members of the present Ministry, together with those of Mr. Wardell, the inspector-general of public works, and of his assistants. "Australasian Dec. 4. [We may mention that the Mr. Wardell referred to is the brother to H. S. Wardell Esq. R. M.]" (24, 1258, 280, 1696)
rings-taken: 0 (497, 1222, 502, 1233)
rings-taken: 1 (519, 1183, 524, 1194)
list-item: Captain W. B. Rhodes in command of a gun taken in the Maori war. (842, 1588, 1072, 1612)
rings-taken: 1 (541, 1248, 546, 1259)
receipt-amount: 6 (765, 1101, 770, 1112)
rings-taken: 3 (541, 1170, 546, 1181)
dialogue-line: Shearer.—Bandicoot Plains—(after a pause) chep'n sing. (1377, 521, 1609, 533)
section-heading: ANNIVERSARY DAY AT GREYTOWN (581, 256, 797, 269)
event-heading: RUNNING HIGH LEAP (370, 1344, 471, 1354)
table-row (561, 1113, 817, 1126)
paragraph: The appointments of the British Minister at Rome were searched during his absence by police. An explanation was demanded, and is considered satisfactory. (829, 492, 1086, 529)
paragraph: The latest quotations in the open market are for the best paper 1½ to 1⅝. (829, 670, 1086, 694)
punch-subheading: RECEPTION OF YE "GALATEA" AT YE HEADS AT YE WELLINGTON CITY. (837, 1170, 1078, 1194)
column-divider (286, 43, 287, 1960)
tilting-results-table (292, 1105, 549, 1260)
newspaper-title: THE WAIRARAPA MERCURY. (784, 10, 1105, 32)
paragraph: It will be seen from the above that J. Cundy and Laverty tied each other but a previous was entered against Laverty, riding in the last round as it was stated that he had not galloped at some of the rings. The protest was admitted by the Judge and the first prize was awarded to Cundy, Laverty taking the second. (292, 1264, 549, 1340)
section-rule (561, 251, 817, 252)
article-telegraph: TELEGRAPH.—The Telegraph wires are now stretched as far as Castle Point and the tender for continuing them to Porangahau has been accepted. We may expect, in about two months to have the line opened to Napier, thanks to the energies and ability of the Superintendent of the work, Mr Rees. (24, 398, 280, 474)
paragraph: Upwards of 100 sat down to a well provided tea in the Wesleyan Chapel, and every credit is due to the ladies who provided trays on this occasion, viz:—Mrs Hall, Mrs Petherick, Mrs Petherick, Mrs Hobman, Mrs J. Tiechurst, Mrs Hawke, and others. (561, 692, 817, 755)
event-heading: WRESTLING. (390, 1524, 450, 1534)
paragraph: Only three entered for this but as the two champion throwers namely Holland and Laverty were competing, very great interest was excited as the hammer fell inch by inch further, as it was hurled by the athletes in turn Holland eventually won at 85ft 2in with Laverty close up to his throw. The reason why the throwing seems inferior (being shorter than throwing elsewhere) is that the hammer was much heavier than usual. (292, 945, 549, 1047)
dialogue (1366, 437, 1623, 643)
